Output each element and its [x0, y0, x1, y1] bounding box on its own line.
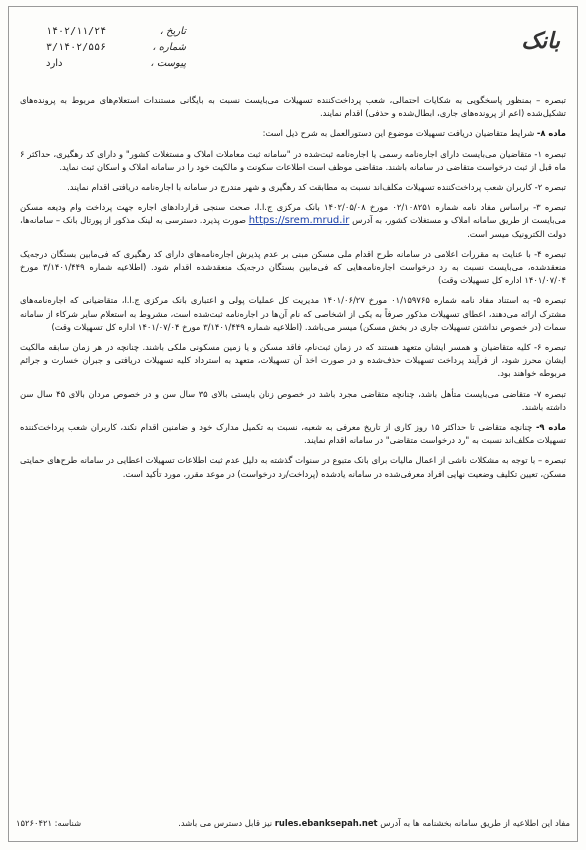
date-value: ۱۴۰۲/۱۱/۲۴ — [46, 26, 107, 37]
paragraph — [20, 148, 566, 174]
number-row — [46, 40, 186, 56]
paragraph — [20, 181, 566, 194]
attachment-row — [46, 56, 186, 72]
number-label: شماره ، — [152, 42, 186, 53]
paragraph-text-after: صورت پذیرد. دسترسی به لینک مذکور از پورتال بانک – سامانه‌ها، دولت الکترونیک میسر است. — [20, 215, 566, 239]
date-label: تاریخ ، — [159, 26, 186, 37]
letter-body — [20, 94, 566, 488]
circular-id — [16, 818, 81, 828]
paragraph-text: تبصره ۲- کاربران شعب پرداخت‌کننده تسهیلات مکلف‌اند نسبت به مطابقت کد رهگیری و شهر مندرج در سامانه با اجاره‌نامه دریافتی اقدام نمایند. — [67, 182, 566, 193]
paragraph-text: تبصره ۳- براساس مفاد نامه شماره ۰۲/۱۰۸۲۵۱ مورخ ۱۴۰۲/۰۵/۰۸ بانک مرکزی ج.ا.ا، صحت سنجی قراردادهای اجاره جهت پرداخت وام ودیعه مسکن می‌بایست از طریق سامانه املاک و مستغلات کشور، به آدرس — [20, 202, 566, 226]
paragraph — [20, 294, 566, 334]
letter-footer — [16, 818, 570, 828]
paragraph — [20, 421, 566, 447]
paragraph-text: تبصره ۶- کلیه متقاضیان و همسر ایشان متعهد هستند که در زمان ثبت‌نام، فاقد مسکن و یا زمین مسکونی ملکی باشند. چنانچه در هر زمان سابقه مالکیت ایشان محرز شود، از فرآیند پرداخت تسهیلات حذف‌شده و در صورت اخذ آن تسهیلات، متعهد به استرداد کلیه تسهیلات دریافتی و جبران خسارت و جرائم مربوطه خواهند بود. — [20, 342, 566, 379]
article-heading: ماده ۸- — [536, 128, 566, 139]
paragraph-text: تبصره – با توجه به مشکلات ناشی از اعمال مالیات برای بانک متبوع در سنوات گذشته به دلیل عدم ثبت اطلاعات تسهیلات اعطایی در سامانه طرح‌های حمایتی مسکن، تعیین تکلیف وضعیت نهایی افراد معرفی‌شده در سامانه یادشده (پرداخت/رد درخواست) در موعد مقرر، مورد تأکید است. — [20, 455, 566, 479]
footer-notice-suffix: نیز قابل دسترس می باشد. — [178, 818, 273, 828]
id-label: شناسه: — [54, 818, 82, 828]
paragraph — [20, 248, 566, 288]
letter-meta — [46, 24, 186, 72]
srem-link[interactable]: https://srem.mrud.ir — [248, 215, 350, 227]
paragraph — [20, 94, 566, 120]
id-value: ۱۵۲۶۰۴۲۱ — [16, 818, 52, 828]
attachment-value: دارد — [46, 58, 63, 69]
paragraph-text: تبصره ۴- با عنایت به مقررات اعلامی در سامانه طرح اقدام ملی مسکن مبنی بر عدم پذیرش اجاره‌نامه‌های دارای کد رهگیری که فی‌مابین بستگان درجه‌یک منعقدشده، می‌بایست نسبت به رد درخواست اجاره‌نامه‌هایی که فی‌مابین بستگان درجه‌یک منعقدشده اقدام شود. (اطلاعیه شماره ۳/۱۴۰۱/۴۴۹ مورخ ۱۴۰۱/۰۷/۰۴ اداره کل تسهیلات وقت) — [20, 248, 566, 286]
date-row — [46, 24, 186, 40]
paragraph — [20, 201, 566, 241]
letter-header — [0, 12, 586, 82]
paragraph-text: چنانچه متقاضی تا حداکثر ۱۵ روز کاری از تاریخ معرفی به شعبه، نسبت به تکمیل مدارک خود و ضامنین اقدام نکند، کاربران شعب پرداخت‌کننده تسهیلات مکلف‌اند نسبت به "رد درخواست متقاضی" در سامانه اقدام نمایند. — [20, 422, 566, 446]
bank-logo: بانک — [521, 28, 560, 54]
number-value: ۳/۱۴۰۲/۵۵۶ — [46, 42, 107, 53]
paragraph — [20, 454, 566, 480]
footer-notice-prefix: مفاد این اطلاعیه از طریق سامانه بخشنامه ها به آدرس — [380, 818, 570, 828]
paragraph-text: تبصره – بمنظور پاسخگویی به شکایات احتمالی، شعب پرداخت‌کننده تسهیلات می‌بایست نسبت به بایگانی مستندات استعلام‌های مربوط به پرونده‌های تشکیل‌شده (اعم از پرونده‌های جاری، ابطال‌شده و حذفی) اقدام نمایند. — [20, 95, 566, 119]
paragraph — [20, 388, 566, 414]
paragraph-text: تبصره ۵- به استناد مفاد نامه شماره ۰۱/۱۵۹۷۶۵ مورخ ۱۴۰۱/۰۶/۲۷ مدیریت کل عملیات پولی و اعتباری بانک مرکزی ج.ا.ا، متقاضیانی که اجاره‌نامه‌های مشترک ارائه می‌دهند، اعطای تسهیلات مذکور صرفاً به یکی از اشخاصی که نام آن‌ها در اجاره‌نامه ثبت‌شده است، مشروط به استعلام سایر شرکاء از سامانه سمات (در خصوص نداشتن تسهیلات جاری در بخش مسکن) میسر می‌باشد. (اطلاعیه شماره ۳/۱۴۰۱/۴۴۹ مورخ ۱۴۰۱/۰۷/۰۴ اداره کل تسهیلات وقت) — [20, 295, 567, 332]
attachment-label: پیوست ، — [150, 58, 186, 69]
paragraph-text: تبصره ۱- متقاضیان می‌بایست دارای اجاره‌نامه رسمی یا اجاره‌نامه ثبت‌شده در "سامانه ثبت معاملات املاک و مستغلات کشور" و دارای کد رهگیری، حداکثر ۶ ماه قبل از ثبت درخواست متقاضی در سامانه باشند. متقاضی موظف است اطلاعات سکونت و مالکیت خود را در سامانه املاک و اسکان ثبت نماید. — [20, 148, 566, 172]
paragraph — [20, 127, 566, 140]
rules-link[interactable]: rules.ebanksepah.net — [274, 818, 378, 828]
footer-notice — [178, 818, 570, 828]
paragraph-text: شرایط متقاضیان دریافت تسهیلات موضوع این دستورالعمل به شرح ذیل است: — [262, 128, 537, 139]
article-heading: ماده ۹- — [535, 422, 566, 433]
paragraph-text: تبصره ۷- متقاضی می‌بایست متأهل باشد، چنانچه متقاضی مجرد باشد در خصوص زنان بایستی بالای ۳۵ سال سن و در خصوص مردان بالای ۴۵ سال سن داشته باشند. — [20, 388, 567, 412]
paragraph — [20, 341, 566, 381]
